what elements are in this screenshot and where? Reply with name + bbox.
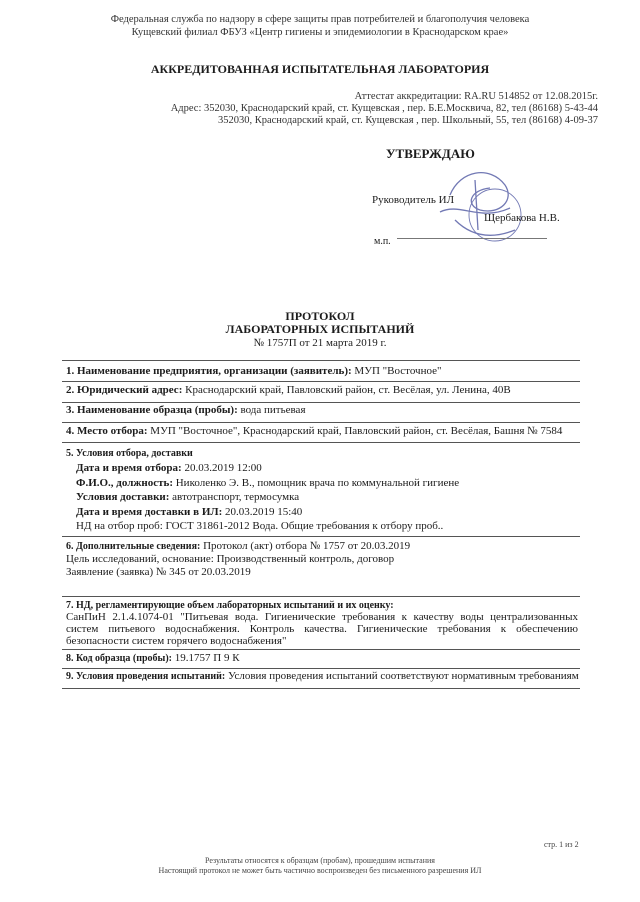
head-name: Щербакова Н.В. — [484, 212, 560, 224]
field-5-nd: НД на отбор проб: ГОСТ 31861-2012 Вода. Общие требования к отбору проб.. — [76, 520, 444, 532]
head-label: Руководитель ИЛ — [372, 194, 455, 206]
field-2 — [66, 384, 511, 396]
field-5-cond-label: Условия доставки: — [76, 491, 170, 503]
field-6-value: Протокол (акт) отбора № 1757 от 20.03.2019 — [200, 540, 411, 552]
field-6-request: Заявление (заявка) № 345 от 20.03.2019 — [66, 566, 251, 578]
field-5-cond — [76, 491, 299, 503]
divider — [62, 422, 580, 423]
address-line-1: Адрес: 352030, Краснодарский край, ст. Кущевская , пер. Б.Е.Москвича, 82, тел (86168) 5-43-44 — [170, 103, 598, 114]
field-7-text: СанПиН 2.1.4.1074-01 "Питьевая вода. Гигиенические требования к качеству воды централизованных систем питьевого водоснабжения. Контроль качества. Гигиенические требования к обеспечению безопасности систем горячего водоснабжения" — [66, 611, 578, 647]
field-6-purpose: Цель исследований, основание: Производственный контроль, договор — [66, 553, 395, 565]
field-5-delivery — [76, 506, 302, 518]
page-number: стр. 1 из 2 — [544, 840, 579, 849]
field-5-delivery-value: 20.03.2019 15:40 — [222, 506, 303, 518]
divider — [62, 402, 580, 403]
field-5-label: 5. Условия отбора, доставки — [66, 448, 193, 459]
divider — [62, 360, 580, 361]
field-9-value: Условия проведения испытаний соответствуют нормативным требованиям — [225, 670, 579, 682]
divider — [62, 688, 580, 689]
field-8-value: 19.1757 П 9 К — [172, 652, 240, 664]
approve-title: УТВЕРЖДАЮ — [386, 146, 475, 161]
field-1 — [66, 365, 441, 377]
field-5-fio — [76, 477, 459, 489]
divider — [62, 596, 580, 597]
field-4-label: 4. Место отбора: — [66, 425, 148, 437]
footer-note-1: Результаты относятся к образцам (пробам), прошедшим испытания — [205, 856, 435, 865]
header-branch: Кущевский филиал ФБУЗ «Центр гигиены и эпидемиологии в Краснодарском крае» — [131, 27, 509, 38]
field-8-label: 8. Код образца (пробы): — [66, 653, 172, 664]
protocol-title: ПРОТОКОЛ — [285, 309, 355, 323]
protocol-number: № 1757П от 21 марта 2019 г. — [253, 337, 387, 349]
field-5-delivery-label: Дата и время доставки в ИЛ: — [76, 506, 223, 518]
footer-note-2: Настоящий протокол не может быть частично воспроизведен без письменного разрешения ИЛ — [158, 866, 482, 875]
field-5-date — [76, 462, 262, 474]
field-4-value: МУП "Восточное", Краснодарский край, Павловский район, ст. Весёлая, Башня № 7584 — [147, 425, 563, 437]
divider — [62, 536, 580, 537]
divider — [62, 668, 580, 669]
field-5-date-label: Дата и время отбора: — [76, 462, 182, 474]
lab-title: АККРЕДИТОВАННАЯ ИСПЫТАТЕЛЬНАЯ ЛАБОРАТОРИЯ — [150, 62, 490, 76]
field-5-cond-value: автотранспорт, термосумка — [169, 491, 300, 503]
field-9-label: 9. Условия проведения испытаний: — [66, 671, 226, 682]
field-3-value: вода питьевая — [237, 404, 306, 416]
accreditation-line: Аттестат аккредитации: RA.RU 514852 от 12.08.2015г. — [354, 91, 598, 102]
field-1-label: 1. Наименование предприятия, организации (заявитель): — [66, 365, 352, 377]
mp-line — [397, 238, 547, 239]
field-5-fio-value: Николенко Э. В., помощник врача по коммунальной гигиене — [172, 477, 460, 489]
field-5-date-value: 20.03.2019 12:00 — [181, 462, 262, 474]
field-5-fio-label: Ф.И.О., должность: — [76, 477, 173, 489]
field-8 — [66, 652, 240, 664]
header-agency: Федеральная служба по надзору в сфере защиты прав потребителей и благополучия человека — [110, 14, 530, 25]
field-2-label: 2. Юридический адрес: — [66, 384, 183, 396]
field-7-label: 7. НД, регламентирующие объем лабораторных испытаний и их оценку: — [66, 600, 394, 611]
field-6-label: 6. Дополнительные сведения: — [66, 541, 201, 552]
field-3 — [66, 404, 306, 416]
divider — [62, 381, 580, 382]
protocol-subtitle: ЛАБОРАТОРНЫХ ИСПЫТАНИЙ — [225, 322, 415, 336]
field-1-value: МУП "Восточное" — [351, 365, 442, 377]
divider — [62, 649, 580, 650]
divider — [62, 442, 580, 443]
field-4 — [66, 425, 562, 437]
stamp-mp: м.п. — [374, 236, 391, 247]
field-3-label: 3. Наименование образца (пробы): — [66, 404, 238, 416]
field-9 — [66, 670, 579, 682]
field-2-value: Краснодарский край, Павловский район, ст. Весёлая, ул. Ленина, 40В — [182, 384, 511, 396]
field-6 — [66, 540, 410, 552]
address-line-2: 352030, Краснодарский край, ст. Кущевская , пер. Школьный, 55, тел (86168) 4-09-37 — [217, 115, 598, 126]
